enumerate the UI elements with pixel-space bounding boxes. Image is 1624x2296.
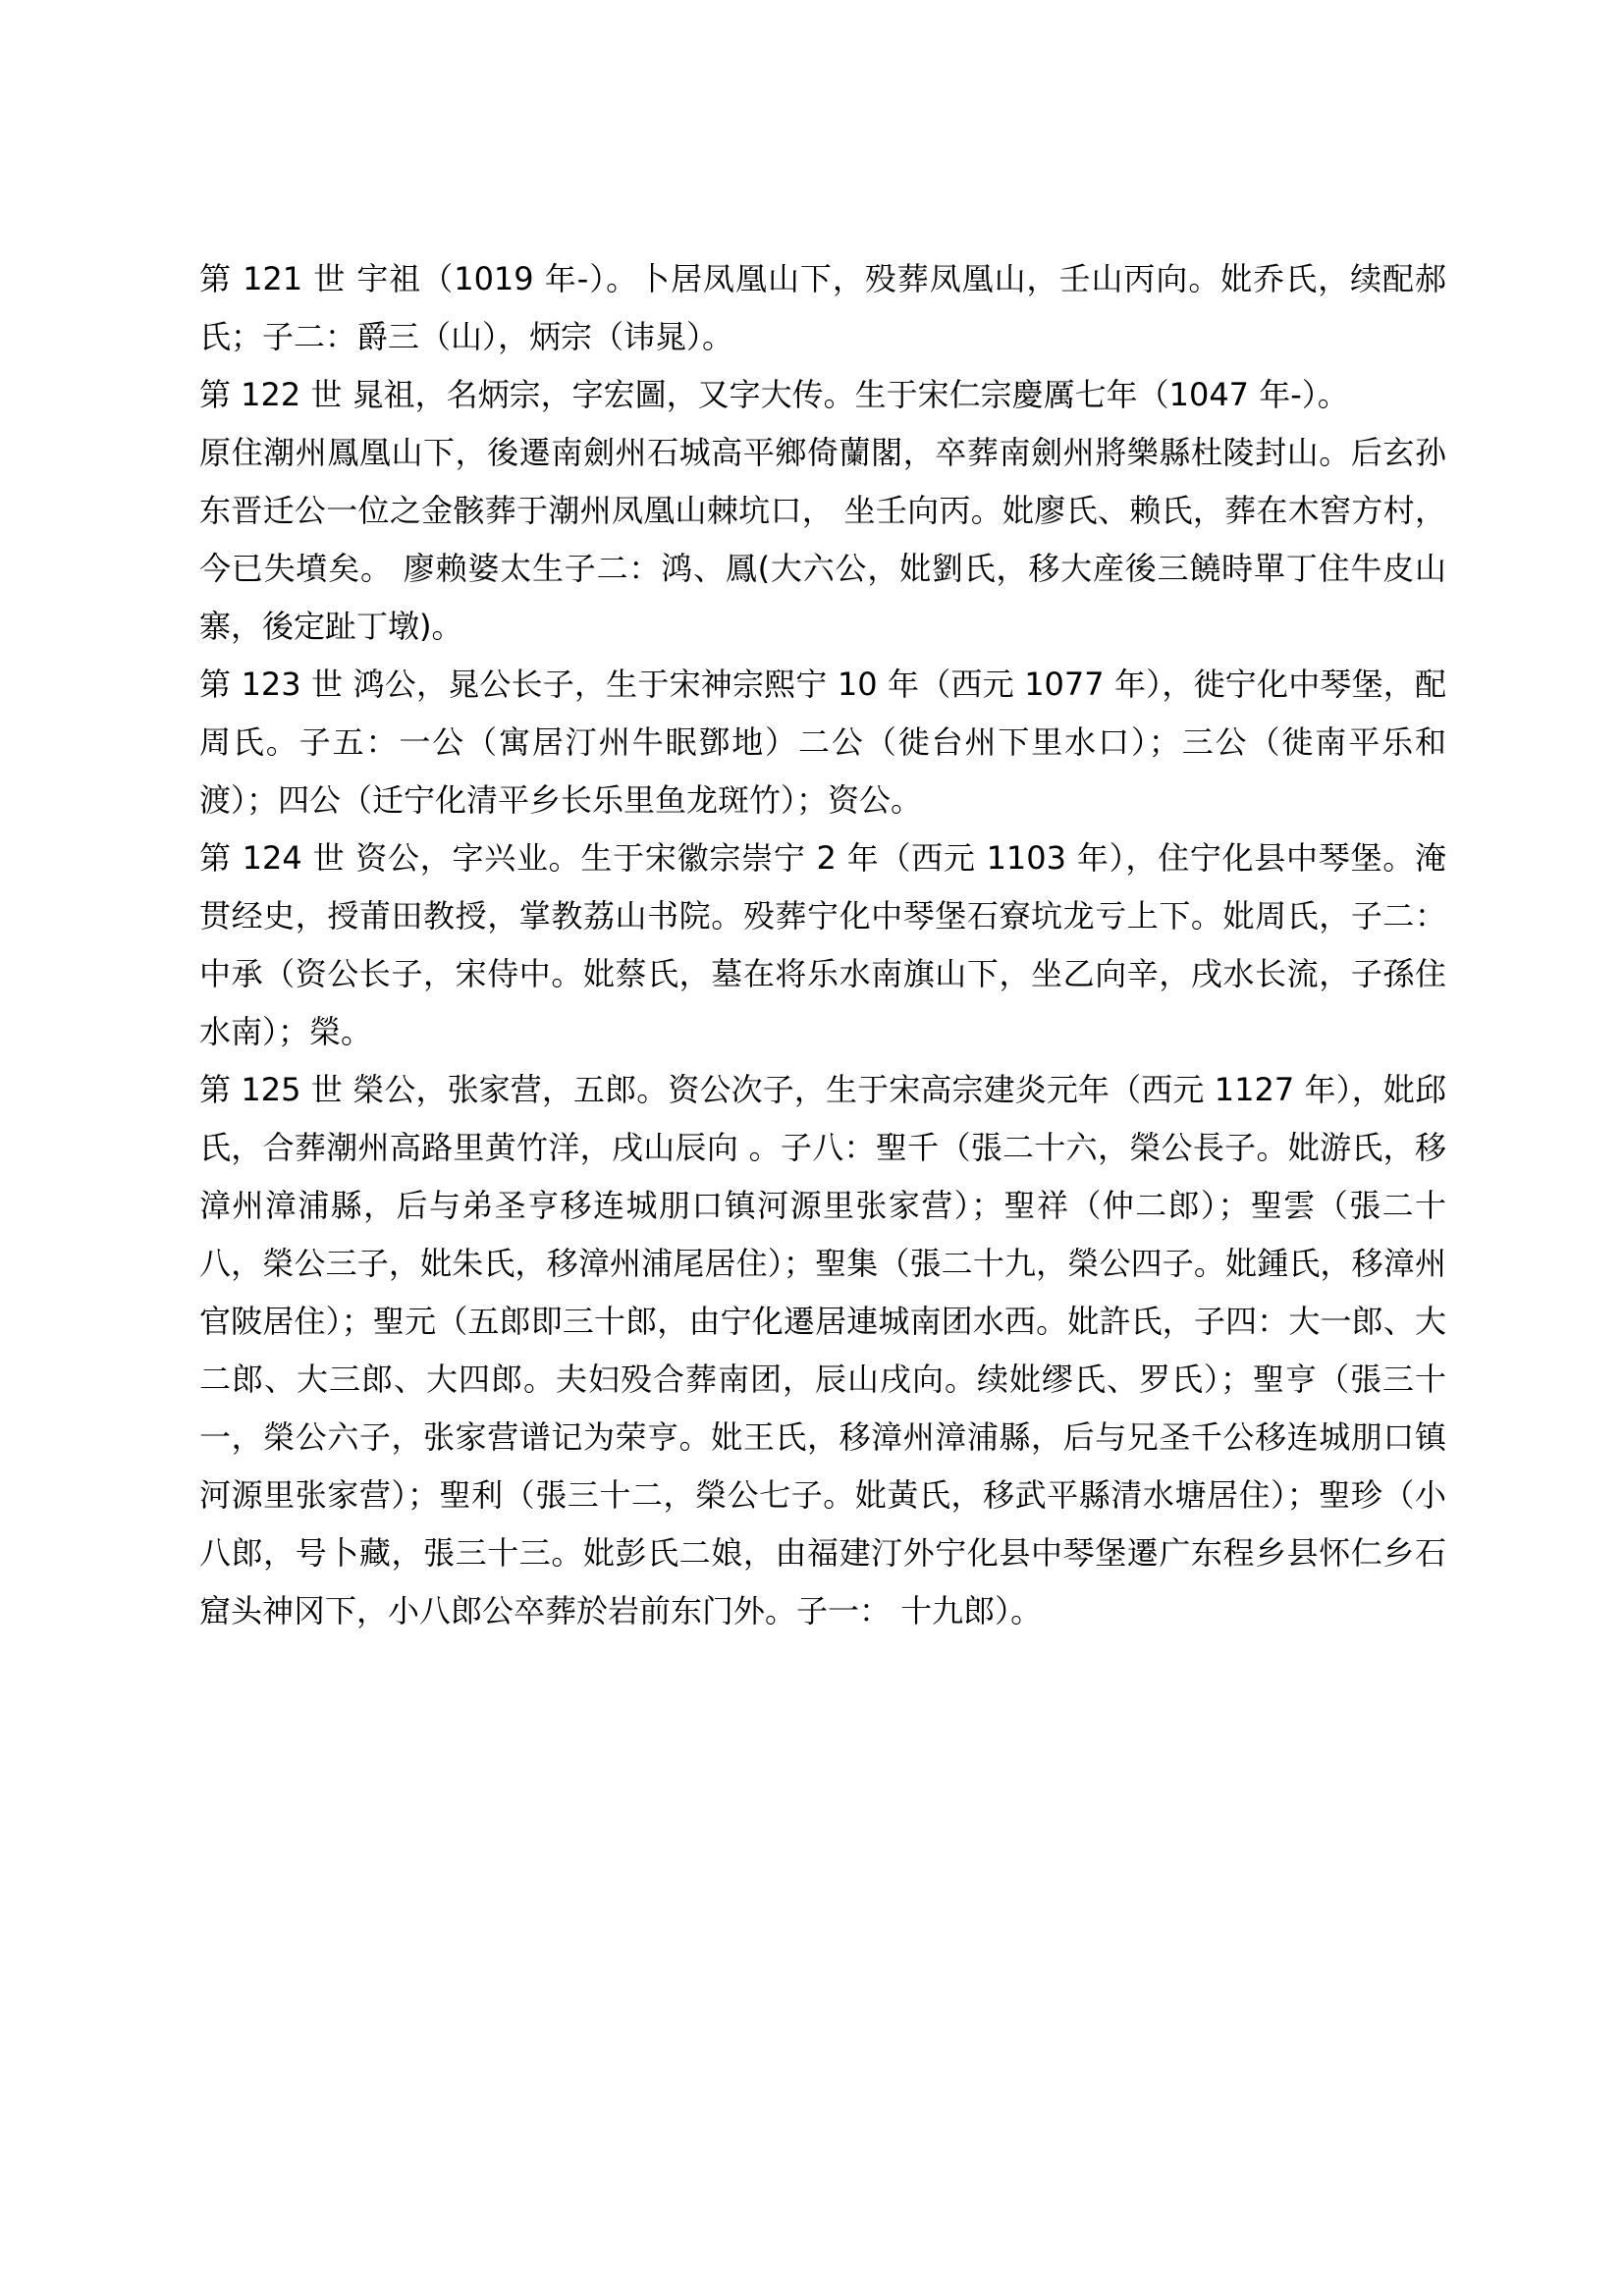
paragraph-generation-125: 第 125 世 榮公，张家营，五郎。资公次子，生于宋高宗建炎元年（西元 1127 年），妣邱氏，合葬潮州高路里黄竹洋，戌山辰向 。子八：聖千（張二十六，榮公長子。妣游氏，移漳州漳浦縣，后与弟圣亨移连城朋口镇河源里张家营）；聖祥（仲二郎）；聖雲（張二十八，榮公三子，妣朱氏，移漳州浦尾居住）；聖集（張二十九，榮公四子。妣鍾氏，移漳州官陂居住）；聖元（五郎即三十郎，由宁化遷居連城南团水西。妣許氏，子四：大一郎、大二郎、大三郎、大四郎。夫妇殁合葬南团，辰山戌向。续妣缪氏、罗氏）；聖亨（張三十一，榮公六子，张家营谱记为荣亨。妣王氏，移漳州漳浦縣，后与兄圣千公移连城朋口镇河源里张家营）；聖利（張三十二，榮公七子。妣黃氏，移武平縣清水塘居住）；聖珍（小八郎，号卜藏，張三十三。妣彭氏二娘，由福建汀外宁化县中琴堡遷广东程乡县怀仁乡石窟头神冈下，小八郎公卒葬於岩前东门外。子一： 十九郎）。	[199, 1071, 1446, 1629]
paragraph-generation-123: 第 123 世 鸿公，晁公长子，生于宋神宗熙宁 10 年（西元 1077 年），徙宁化中琴堡，配周氏。子五：一公（寓居汀州牛眠鄧地）二公（徙台州下里水口）；三公（徙南平乐和渡）；四公（迁宁化清平乡长乐里鱼龙斑竹）；资公。	[199, 666, 1446, 819]
paragraph-generation-122: 第 122 世 晁祖，名炳宗，字宏圖，又字大传。生于宋仁宗慶厲七年（1047 年-）。	[199, 376, 1349, 413]
document-body	[199, 250, 1446, 1640]
paragraph-generation-122-continued: 原住潮州鳳凰山下，後遷南劍州石城高平鄉倚蘭閣，卒葬南劍州將樂縣杜陵封山。后玄孙东晋迁公一位之金骸葬于潮州凤凰山棘坑口， 坐壬向丙。妣廖氏、赖氏，葬在木窖方村，今已失墳矣。 廖赖婆太生子二：鸿、鳳(大六公，妣劉氏，移大産後三饒時單丁住牛皮山寨，後定趾丁墩)。	[199, 434, 1446, 645]
paragraph-generation-121: 第 121 世 宇祖（1019 年-）。卜居凤凰山下，殁葬凤凰山，壬山丙向。妣乔氏，续配郝氏；子二：爵三（山），炳宗（讳晁）。	[199, 260, 1446, 355]
paragraph-generation-124: 第 124 世 资公，字兴业。生于宋徽宗崇宁 2 年（西元 1103 年），住宁化县中琴堡。淹贯经史，授莆田教授，掌教荔山书院。殁葬宁化中琴堡石寮坑龙亏上下。妣周氏，子二： 中承（资公长子，宋侍中。妣蔡氏，墓在将乐水南旗山下，坐乙向辛，戌水长流，子孫住水南）；榮。	[199, 839, 1446, 1050]
